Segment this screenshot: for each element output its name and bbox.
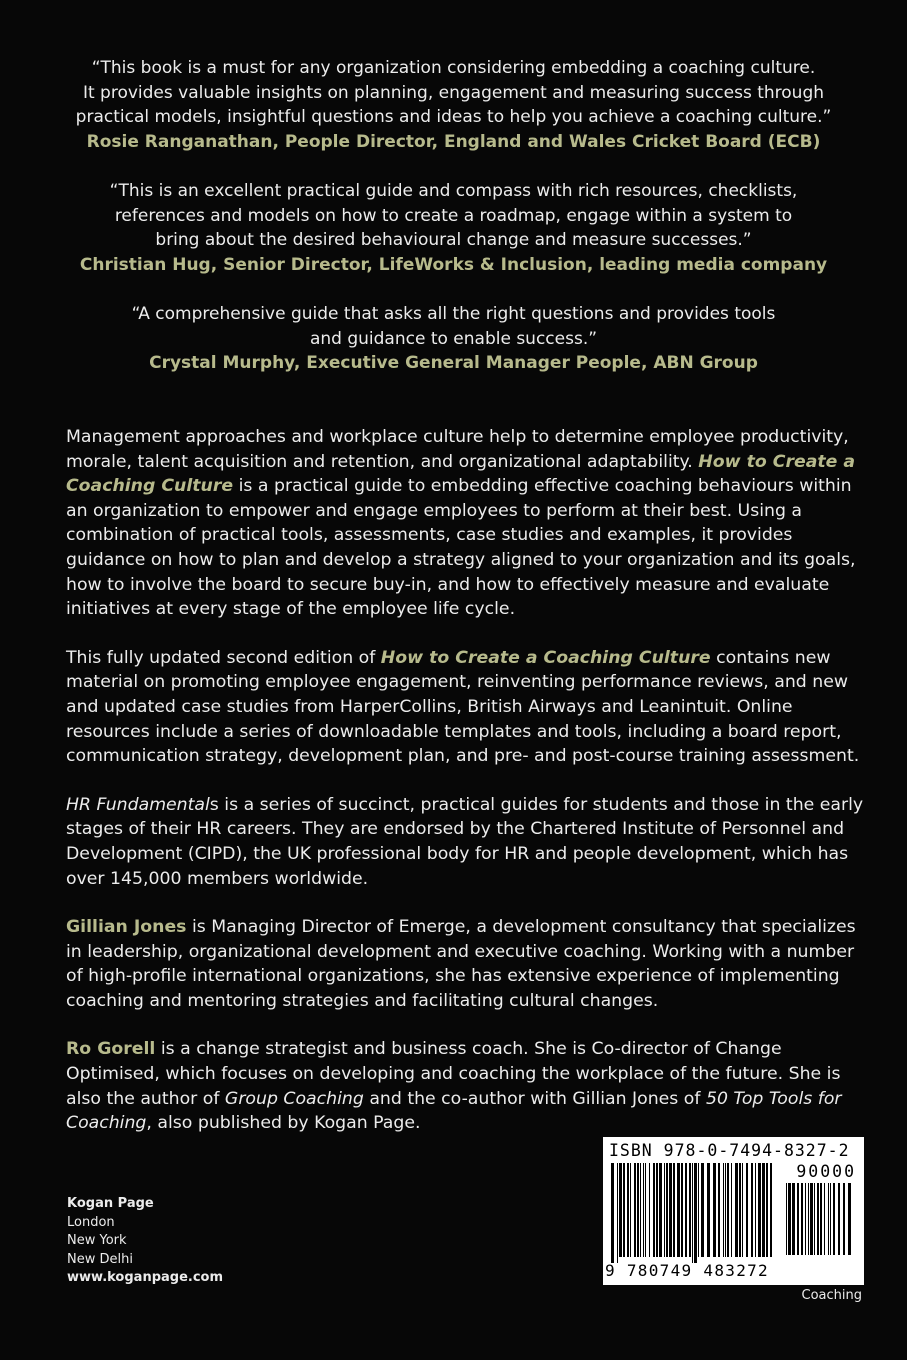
barcode-bar	[681, 1163, 683, 1257]
barcode-bar	[805, 1183, 806, 1255]
quote-line: practical models, insightful questions and ideas to help you achieve a coaching culture.”	[75, 107, 832, 127]
barcode-bar	[792, 1183, 795, 1255]
barcode-bar	[634, 1163, 636, 1257]
quote-attribution: Christian Hug, Senior Director, LifeWorks & Inclusion, leading media company	[79, 254, 828, 275]
barcode-bar	[810, 1183, 813, 1255]
barcode-bar	[742, 1163, 743, 1257]
barcode-bar	[617, 1163, 618, 1263]
text-run: This fully updated second edition of	[66, 647, 381, 668]
barcode-bar	[751, 1163, 753, 1257]
barcode-bar	[838, 1183, 840, 1255]
text-run: s is a series of succinct, practical guides for students and those in the early stages of their HR careers. They are endorsed by the Chartered Institute of Personnel and Development (CIPD), the UK professional body for HR and people development, which has over 145,000 members worldwide.	[66, 794, 864, 889]
barcode-bar	[833, 1183, 835, 1255]
barcode-bar	[762, 1163, 765, 1257]
edition-paragraph	[66, 646, 866, 769]
quote-attribution: Rosie Ranganathan, People Director, England and Wales Cricket Board (ECB)	[86, 131, 821, 152]
barcode-bar	[653, 1163, 655, 1257]
quote-line: and guidance to enable success.”	[309, 328, 598, 349]
barcode-bar	[723, 1163, 724, 1257]
barcode-bar	[685, 1163, 687, 1257]
text-run: is Managing Director of Emerge, a development consultancy that specializes in leadership, organizational development and executive coaching. Working with a number of high-profile international organizations, she has extensive experience of implementing coaching and mentoring strategies and facilitating cultural changes.	[66, 917, 856, 1011]
barcode-bar	[801, 1183, 803, 1255]
barcode-bar	[619, 1163, 622, 1257]
barcode-bar	[707, 1163, 710, 1257]
barcode-bar	[786, 1183, 787, 1255]
text-run: is a change strategist and business coach. She is Co-director of Change Optimised, which focuses on developing and coaching the workplace of the future. She is also the author of	[66, 1039, 841, 1109]
endorsement-quote	[70, 56, 837, 154]
quote-line: references and models on how to create a roadmap, engage within a system to	[114, 205, 793, 226]
text-run: contains new material on promoting employee engagement, reinventing performance reviews, and new and updated case studies from HarperCollins, British Airways and Leanintuit. Online resources include a series of downloadable templates and tools, including a board report, communication strategy, development plan, and pre- and post-course training assessment.	[66, 647, 860, 767]
author-name: Ro Gorell	[66, 1039, 156, 1060]
quote-attribution: Crystal Murphy, Executive General Manager People, ABN Group	[149, 353, 758, 373]
barcode-bar	[770, 1163, 772, 1257]
author-bio	[66, 915, 866, 1013]
barcode-bar	[664, 1163, 665, 1257]
price-code: 90000	[796, 1162, 856, 1181]
barcode-bar	[645, 1163, 646, 1257]
barcode-bar	[755, 1163, 756, 1257]
barcode-bar	[713, 1163, 716, 1257]
barcode-bar	[630, 1163, 631, 1257]
addon-barcode-bars	[786, 1183, 856, 1263]
barcode-bar	[848, 1183, 851, 1255]
barcode-bar	[820, 1183, 822, 1255]
text-run: is a practical guide to embedding effective coaching behaviours within an organization to empower and engage employees to perform at their best. Using a combination of practical tools, assessments, case studies and examples, it provides guidance on how to plan and develop a strategy aligned to your organization and its goals, how to involve the board to secure buy-in, and how to effectively measure and evaluate initiatives at every stage of the employee life cycle.	[66, 476, 856, 620]
quote-line: “This book is a must for any organization considering embedding a coaching culture.	[91, 58, 816, 78]
quote-line: It provides valuable insights on planning, engagement and measuring success through	[82, 82, 825, 103]
publisher-info	[67, 1195, 223, 1288]
barcode-bar	[788, 1183, 791, 1255]
barcode-bar	[659, 1163, 662, 1257]
barcode-bar	[746, 1163, 748, 1257]
barcode-bar	[694, 1163, 697, 1263]
barcode-bar	[611, 1163, 614, 1263]
barcode-bar	[817, 1183, 819, 1255]
author-bio	[66, 1037, 866, 1135]
isbn-text: ISBN 978-0-7494-8327-2	[609, 1141, 850, 1160]
barcode-bar	[627, 1163, 629, 1257]
author-name: Gillian Jones	[66, 917, 187, 938]
barcode-bar	[640, 1163, 641, 1257]
publisher-name: Kogan Page	[67, 1196, 154, 1211]
barcode-bar	[739, 1163, 741, 1257]
publisher-website: www.koganpage.com	[67, 1270, 224, 1285]
text-run: Management approaches and workplace culture help to determine employee productivity, morale, talent acquisition and retention, and organizational adaptability.	[66, 427, 849, 472]
publisher-city: London	[67, 1214, 115, 1230]
barcode-bar	[824, 1183, 825, 1255]
barcode-bar	[637, 1163, 639, 1257]
barcode-bar	[649, 1163, 650, 1257]
book-title: How to Create a Coaching Culture	[380, 647, 711, 668]
book-description	[66, 425, 866, 1160]
barcode-bar	[808, 1183, 809, 1255]
endorsement-quote	[70, 302, 837, 376]
barcode-bar	[725, 1163, 726, 1257]
barcode-bar	[828, 1183, 829, 1255]
barcode-bar	[692, 1163, 693, 1263]
book-category: Coaching	[801, 1288, 862, 1303]
barcode-bar	[698, 1163, 699, 1257]
barcode-bar	[731, 1163, 732, 1257]
publisher-city: New York	[67, 1233, 127, 1248]
text-run: and the co-author with Gillian Jones of	[363, 1088, 706, 1109]
endorsements	[70, 56, 837, 401]
description-paragraph	[66, 425, 866, 622]
book-title: 50 Top Tools for Coaching	[66, 1088, 842, 1134]
barcode-bar	[766, 1163, 768, 1257]
isbn-barcode	[603, 1137, 864, 1285]
series-name: HR Fundamental	[66, 794, 210, 815]
barcode-bar	[656, 1163, 658, 1257]
barcode-bar	[666, 1163, 668, 1257]
quote-line: “This is an excellent practical guide and compass with rich resources, checklists,	[109, 181, 798, 201]
quote-line: “A comprehensive guide that asks all the right questions and provides tools	[131, 304, 776, 324]
barcode-bar	[843, 1183, 845, 1255]
quote-line: bring about the desired behavioural change and measure successes.”	[155, 230, 752, 250]
endorsement-quote	[70, 179, 837, 277]
barcode-bar	[758, 1163, 761, 1257]
barcode-digits: 9 780749 483272	[605, 1261, 769, 1280]
book-title: Group Coaching	[224, 1088, 364, 1109]
barcode-bar	[797, 1183, 799, 1255]
barcode-bar	[735, 1163, 738, 1257]
barcode-bar	[830, 1183, 831, 1255]
barcode-bar	[689, 1163, 691, 1257]
barcode-bar	[718, 1163, 720, 1257]
barcode-bar	[701, 1163, 704, 1257]
book-title: How to Create a Coaching Culture	[66, 451, 856, 497]
barcode-bar	[673, 1163, 675, 1257]
text-run: , also published by Kogan Page.	[146, 1113, 421, 1134]
barcode-bar	[727, 1163, 729, 1257]
series-paragraph	[66, 793, 866, 891]
publisher-city: New Delhi	[67, 1251, 133, 1267]
barcode-bar	[677, 1163, 680, 1257]
barcode-bar	[814, 1183, 815, 1255]
barcode-bar	[643, 1163, 644, 1257]
barcode-bar	[669, 1163, 672, 1257]
ean-barcode-bars	[611, 1163, 779, 1263]
barcode-bar	[623, 1163, 625, 1257]
